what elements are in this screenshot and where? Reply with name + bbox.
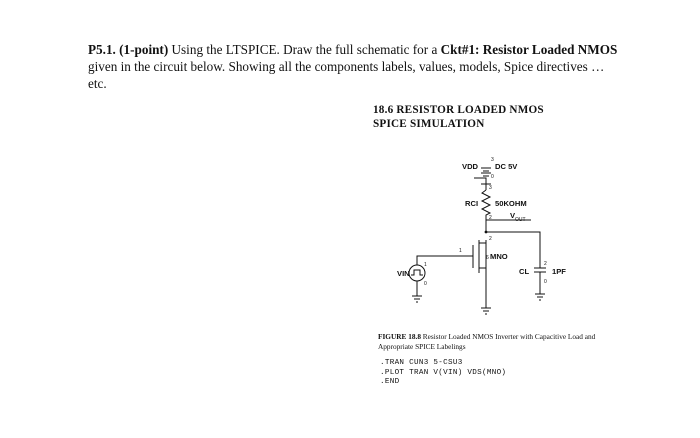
node-6-mos: 6 [486,255,489,261]
book-section-heading [373,104,544,131]
node-0-top: 0 [491,174,494,180]
node-3-res: 3 [489,185,492,191]
figure-caption [378,332,618,351]
node-2-mos: 2 [489,236,492,242]
node-1-gate: 1 [459,248,462,254]
question-text-b: given in the circuit below. Showing all the components labels, values, models, Spice directives … etc. [88,58,605,91]
node-3-top: 3 [491,157,494,163]
section-title: 18.6 RESISTOR LOADED NMOS [373,104,544,116]
question-text-a: Using the LTSPICE. Draw the full schematic for a [168,42,441,57]
figure-caption-text: Resistor Loaded NMOS Inverter with Capacitive Load and Appropriate SPICE Labelings [378,332,596,351]
resistor-label: RCI [465,199,479,208]
node-1-vin: 1 [424,262,427,268]
figure-number: FIGURE 18.8 [378,332,421,341]
resistor-value: 50KOHM [495,199,527,208]
cap-value: 1PF [552,267,566,276]
vdd-value: DC 5V [495,162,518,171]
vin-pulse [411,270,423,275]
node-0-vin: 0 [424,281,427,287]
vin-source [409,265,425,281]
section-subtitle: SPICE SIMULATION [373,117,485,130]
spice-line-plot: .PLOT TRAN V(VIN) VDS(MNO) [380,368,507,377]
spice-directives [380,359,506,388]
spice-line-end: .END [380,378,400,387]
vout-sub: OUT [515,217,526,223]
node-2-res: 2 [489,215,492,221]
vdd-label: VDD [462,162,479,171]
cap-label: CL [519,267,530,276]
mos-label: MNO [490,252,508,261]
cap-wire [486,232,540,268]
question-text [88,42,620,92]
nmos-schematic [393,148,593,328]
spice-line-tran: .TRAN CUN3 5-CSU3 [380,359,463,367]
vout-label: V [510,211,516,220]
question-number: P5.1. (1-point) [88,42,169,57]
node-2-cap: 2 [544,261,547,267]
vin-label: VIN [397,269,410,278]
node-0-cap: 0 [544,279,547,285]
circuit-name: Ckt#1: Resistor Loaded NMOS [440,42,618,57]
drain-node-dot [485,231,488,234]
